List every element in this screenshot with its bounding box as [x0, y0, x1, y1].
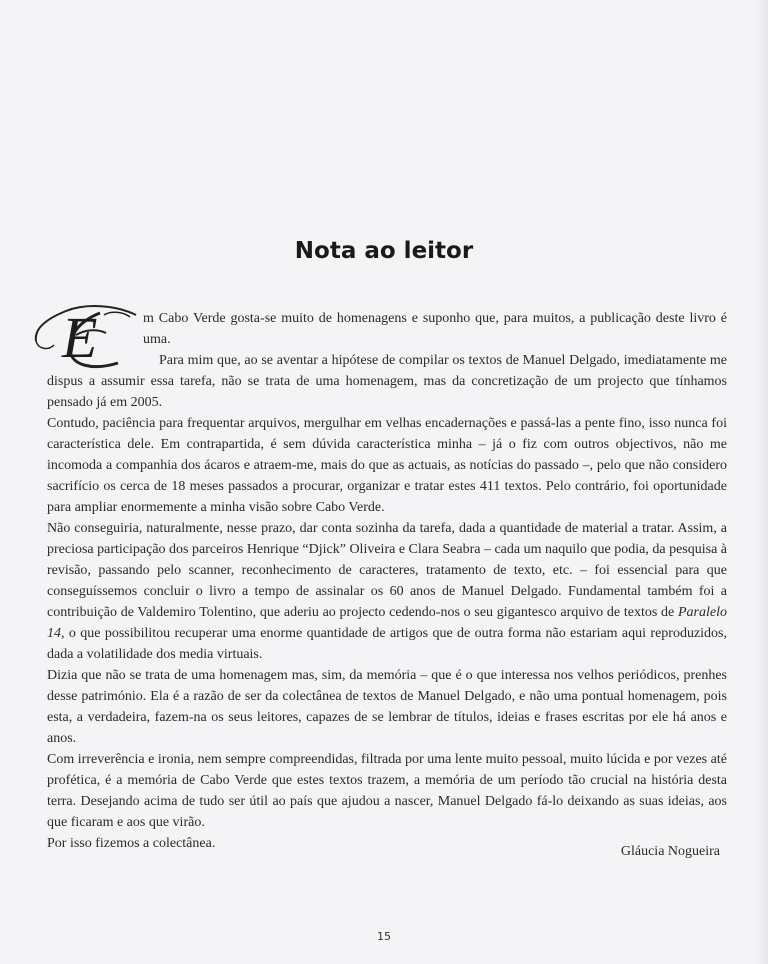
paragraph-2: Para mim que, ao se aventar a hipótese de compilar os textos de Manuel Delgado, imediatamente me dispus a assumir essa tarefa, não se trata de uma homenagem, mas da concretização de um projecto que tínhamos pensado já em 2005.	[47, 353, 727, 410]
page-number: 15	[377, 930, 391, 943]
paragraph-3: Contudo, paciência para frequentar arquivos, mergulhar em velhas encadernações e passá-las a pente fino, isso nunca foi característica dele. Em contrapartida, é sem dúvida característica minha – já o fiz com outros objectivos, não me incomoda a companhia dos ácaros e atraem-me, mais do que as actuais, as notícias do passado –, pelo que não considero sacrifício os cerca de 18 meses passados a procurar, organizar e tratar estes 411 textos. Pelo contrário, foi oportunidade para ampliar enormemente a minha visão sobre Cabo Verde.	[47, 416, 727, 515]
paragraph-4-italic: Paralelo 14	[47, 605, 727, 641]
svg-text:E: E	[62, 305, 98, 370]
page-title: Nota ao leitor	[294, 238, 474, 264]
paragraph-4-part-b: , o que possibilitou recuperar uma enorme quantidade de artigos que de outra forma não estariam aqui reproduzidos, dada a volatilidade dos media virtuais.	[47, 626, 727, 662]
paragraph-7: Por isso fizemos a colectânea.	[47, 836, 216, 851]
author-signature: Gláucia Nogueira	[620, 844, 720, 859]
paragraph-4-part-a: Não conseguiria, naturalmente, nesse prazo, dar conta sozinha da tarefa, dada a quantidade de material a tratar. Assim, a preciosa participação dos parceiros Henrique “Djick” Oliveira e Clara Seabra – cada um naquilo que podia, da pesquisa à revisão, passando pelo scanner, reconhecimento de caracteres, tratamento de texto, etc. – foi essencial para que conseguíssemos concluir o livro a tempo de assinalar os 60 anos de Manuel Delgado. Fundamental também foi a contribuição de Valdemiro Tolentino, que aderiu ao projecto cedendo-nos o seu gigantesco arquivo de textos de	[47, 521, 727, 620]
page-edge	[756, 0, 768, 964]
paragraph-1: m Cabo Verde gosta-se muito de homenagens e suponho que, para muitos, a publicação deste livro é uma.	[143, 311, 727, 347]
paragraph-4	[47, 518, 727, 665]
paragraph-6: Com irreverência e ironia, nem sempre compreendidas, filtrada por uma lente muito pessoal, muito lúcida e por vezes até profética, é a memória de Cabo Verde que estes textos trazem, a memória de um período tão crucial na história desta terra. Desejando acima de tudo ser útil ao país que ajudou a nascer, Manuel Delgado fá-lo deixando as suas ideias, aos que ficaram e aos que virão.	[47, 752, 727, 830]
paragraph-5: Dizia que não se trata de uma homenagem mas, sim, da memória – que é o que interessa nos velhos periódicos, prenhes desse património. Ela é a razão de ser da colectânea de textos de Manuel Delgado, e não uma pontual homenagem, pois esta, a verdadeira, fazem-na os seus leitores, capazes de se lembrar de títulos, ideias e frases escritas por ele há anos e anos.	[47, 668, 727, 746]
body-text	[47, 308, 727, 854]
